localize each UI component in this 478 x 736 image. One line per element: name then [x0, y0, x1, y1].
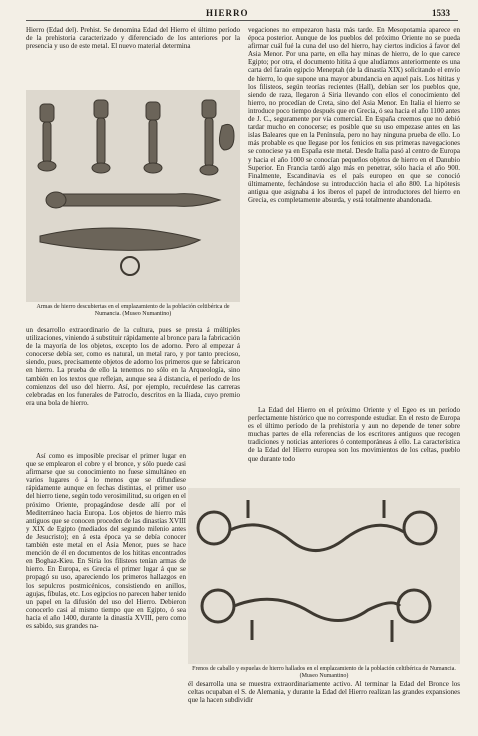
page-number: 1533 [432, 8, 450, 18]
figure-iron-weapons [26, 90, 240, 302]
figure-horse-bits [188, 488, 460, 664]
column-right-bottom [188, 680, 460, 728]
origin-paragraph: Así como es imposible precisar el primer lugar en que se emplearon el cobre y el bronce, y sólo puede casi afirmarse que su conocimiento no fuese simultáneo en varios lugares ó á lo menos que se difundiese rápidamente aunque en fechas distintas, el primer uso del hierro tiene, según todo verosimilitud, su origen en el próximo Oriente, propagándose desde allí por el Mediterráneo hacia Europa. Los objetos de hierro más antiguos que se conocen proceden de las dinastías XVIII y XIX de Egipto (mediados del segundo milenio antes de Jesucristo); en á esta época ya se debía conocer también este metal en el Asia Menor, pues se hace mención de él en documentos de los hititas encontrados en Boghaz-Kieu. En Siria los filisteos tenían armas de hierro. En Europa, es Grecia el primer lugar á que se propagó su uso, apareciendo los primeros hallazgos en los sepulcros postmicénicos, consistiendo en anillos, agujas, fíbulas, etc. Los egipcios no parecen haber tenido un papel en la difusión del uso del Hierro. Debieron conocerlo casi al mismo tiempo que en Egipto, ó sea hacia el año 1400, durante la dinastía XVIII, pero como es sabido, sus grandes na- [26, 452, 186, 630]
middle-paragraph: un desarrollo extraordinario de la cultura, pues se presta á múltiples utilizaciones, viniendo á substituir rápidamente al bronce para la fabricación de la mayoría de los objetos, excepto los de adorno. Pero al empezar á conocerse debía ser, como es natural, un metal raro, y por tanto precioso, siendo, pues, precisamente objetos de adorno los primeros que se fabricaron en hierro. La prueba de ello la tenemos no sólo en la Arqueología, sino también en los textos que reflejan, aunque sea á distancia, el período de los comienzos del uso del hierro. Así, por ejemplo, recuérdese las carreras celebradas en los funerales de Patroclo, descritos en la Iliada, cuyo premio era una bola de hierro. [26, 326, 240, 407]
celts-paragraph: él desarrolla una se muestra extraordinariamente activo. Al terminar la Edad del Bronce los celtas ocupaban el S. de Alemania, y durante la Edad del Hierro realizan las grandes expansiones que la hacen subdividir [188, 680, 460, 705]
column-left-intro [26, 26, 240, 86]
column-right-middle [248, 406, 460, 484]
column-left-bottom [26, 452, 186, 722]
column-left-middle [26, 326, 240, 452]
figure2-caption: Frenos de caballo y espuelas de hierro hallados en el emplazamiento de la población celtibérica de Numancia. (Museo Numantino) [192, 666, 456, 679]
figure1-caption: Armas de hierro descubiertas en el emplazamiento de la población celtibérica de Numancia. (Museo Numantino) [36, 304, 230, 317]
continuation-paragraph: vegaciones no empezaron hasta más tarde. En Mesopotamia aparece en época posterior. Aunque de los pueblos del próximo Oriente no se pueda afirmar cuál fué la cuna del uso del hierro, hay ciertos indicios á favor del Asia Menor. Por una parte, en ella hay minas de hierro, de lo que carece Egipto; por otra, el documento hitita á que aludíamos anteriormente es una carta del faraón egipcio Meneptah (de la dinastía XIX) solicitando el envío de hierro, lo que supone una mayor abundancia en aquel país. Los hititas y los filisteos, según teorías recientes (Hall), debían ser los pueblos que, siendo de raza, llegaron á Siria llevando con ellos el conocimiento del hierro, no procedían de Creta, sino del Asia Menor. En Italia el hierro se introduce poco tiempo después que en Grecia, ó sea hacia el año 1100 antes de J. C., seguramente por vía comercial. En España creemos que no debió tardar mucho en conocerse; es posible que su uso empezase antes en las islas Baleares que en la Península, pero no hay ninguna prueba de ello. Lo más probable es que llegase por los fenicios en sus primeras navegaciones se conociese ya en España este metal. Desde Italia pasó al centro de Europa y hacia el año 1000 se conocían pequeños objetos de hierro en el Danubio Superior. En Francia tardó algo más en penetrar, sólo hacia el año 900. Finalmente, Escandinavia es el país europeo en que se conoció últimamente, fechándose su introducción hacia el año 800. La hipótesis antigua que asignaba á los iberos el papel de introductores del hierro en Grecia, es completamente absurda, y está totalmente abandonada. [248, 26, 460, 204]
header-rule [26, 20, 458, 21]
column-right-top [248, 26, 460, 406]
europe-paragraph: La Edad del Hierro en el próximo Oriente y el Egeo es un período perfectamente histórico que no corresponde estudiar. En el resto de Europa es el último período de la prehistoria y aun no depende de tener sobre muchas partes de ella referencias de los escritores antiguos que recogen tradiciones y noticias anteriores ó contemporáneas á ello. La característica de la Edad del Hierro europea son los movimientos de los celtas, pueblo que durante todo [248, 406, 460, 463]
iron-weapons-illustration [26, 90, 240, 302]
horse-bits-illustration [188, 488, 460, 664]
running-header-title: HIERRO [206, 8, 249, 18]
intro-paragraph: Hierro (Edad del). Prehist. Se denomina Edad del Hierro el último período de la prehistoria caracterizado y diferenciado de los anteriores por la presencia y uso de este metal. El nuevo material determina [26, 26, 240, 51]
